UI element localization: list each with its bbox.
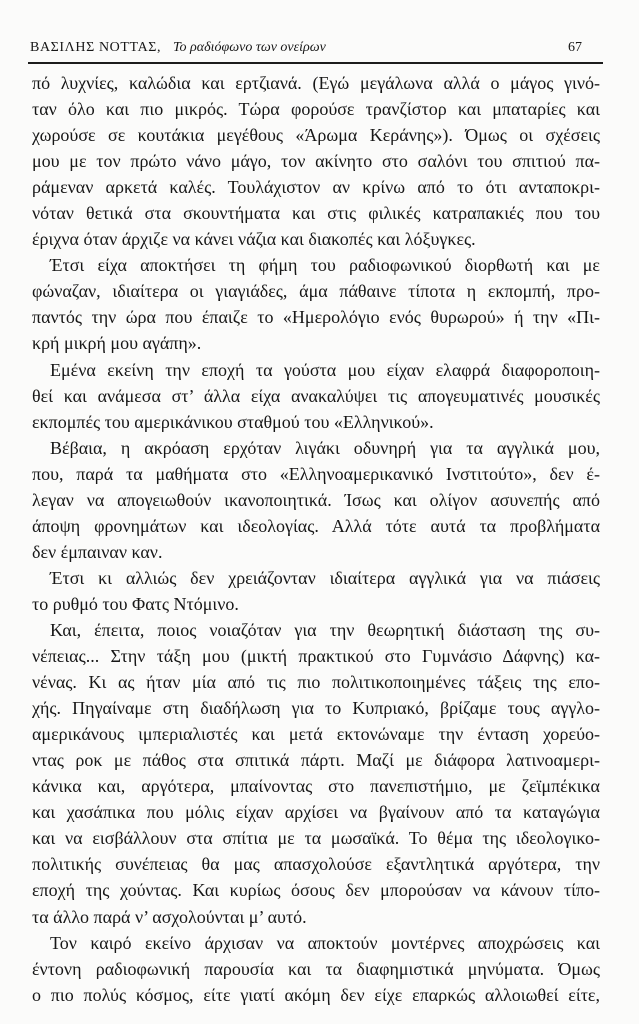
text-line: που, παρά τα μαθήματα στο «Ελληνοαμερικανικό Ινστιτούτο», δεν έ- — [32, 463, 600, 484]
paragraph — [32, 617, 600, 930]
text-line: θεί και ανάμεσα στ’ άλλα είχα ανακαλύψει τις απογευματινές μουσικές — [32, 385, 600, 406]
paragraph — [32, 565, 600, 617]
book-title: Το ραδιόφωνο των ονείρων — [173, 40, 326, 55]
text-line: Έτσι κι αλλιώς δεν χρειάζονταν ιδιαίτερα αγγλικά για να πιάσεις — [50, 567, 600, 588]
text-line: ο πιο πολύς κόσμος, είτε γιατί ακόμη δεν είχε επαρκώς αλλοιωθεί είτε, — [32, 984, 600, 1005]
text-line: ράμεναν αρκετά καλές. Τουλάχιστον αν κρίνω από το ότι ανταποκρι- — [32, 177, 600, 198]
text-line: και χασάπικα που μόλις είχαν αρχίσει να βγαίνουν από τα καταγώγια — [32, 802, 600, 823]
text-line: κάνικα και, αργότερα, μπαίνοντας στο πανεπιστήμιο, με ζεϊμπέκικα — [32, 776, 600, 797]
page-number: 67 — [568, 40, 582, 55]
running-header — [30, 38, 582, 58]
text-line: ντας ροκ με πάθος στα σπιτικά πάρτι. Μαζί με διάφορα λατινοαμερι- — [32, 750, 600, 771]
text-line: νέπειας... Στην τάξη μου (μικτή πρακτικού στο Γυμνάσιο Δάφνης) κα- — [32, 646, 600, 667]
text-line: ταν όλο και πιο μικρός. Τώρα φορούσε τρανζίστορ και μπαταρίες και — [32, 99, 600, 120]
text-line: νένας. Κι ας ήταν μία από τις πιο πολιτικοποιημένες τάξεις της επο- — [32, 672, 600, 693]
text-line: Έτσι είχα αποκτήσει τη φήμη του ραδιοφωνικού διορθωτή και με — [50, 255, 600, 276]
text-line: παντός την ώρα που έπαιζε το «Ημερολόγιο ενός θυρωρού» ή την «Πι- — [32, 307, 600, 328]
text-line: και να εισβάλλουν στα σπίτια με τα μωσαϊκά. Το θέμα της ιδεολογικο- — [32, 828, 600, 849]
text-line: έριχνα όταν άρχιζε να κάνει νάζια και διακοπές και λόξυγκες. — [32, 229, 476, 250]
header-rule — [28, 62, 603, 64]
text-line: δεν έμπαιναν καν. — [32, 541, 163, 562]
text-line: φώναζαν, ιδιαίτερα οι γιαγιάδες, άμα πάθαινε τίποτα η εκπομπή, προ- — [32, 281, 600, 302]
text-line: τα άλλο παρά ν’ ασχολούνται μ’ αυτό. — [32, 906, 307, 927]
text-line: άποψη φρονημάτων και ιδεολογίας. Αλλά τότε αυτά τα προβλήματα — [32, 515, 600, 536]
text-line: Και, έπειτα, ποιος νοιαζόταν για την θεωρητική διάσταση της συ- — [50, 619, 600, 640]
text-line: εποχή της χούντας. Και κυρίως όσους δεν μπορούσαν να κάνουν τίπο- — [32, 880, 600, 901]
paragraph — [32, 357, 600, 435]
text-line: Βέβαια, η ακρόαση ερχόταν λιγάκι οδυνηρή για τα αγγλικά μου, — [50, 437, 600, 458]
text-line: χής. Πηγαίναμε στη διαδήλωση για το Κυπριακό, βρίζαμε τους αγγλο- — [32, 698, 600, 719]
paragraph — [32, 435, 600, 565]
text-line: αμερικάνους ιμπεριαλιστές και μετά εκτονώναμε την ένταση χορεύο- — [32, 724, 600, 745]
paragraph — [32, 930, 600, 1008]
text-line: κρή μικρή μου αγάπη». — [32, 333, 202, 354]
text-line: νόταν θετικά στα σκουντήματα και στις φιλικές κατραπακιές που του — [32, 203, 600, 224]
body-text — [32, 70, 600, 1008]
paragraph — [32, 70, 600, 252]
text-line: χωρούσε σε κουτάκια μεγέθους «Άρωμα Κεράνης»). Όμως οι σχέσεις — [32, 125, 600, 146]
text-line: πό λυχνίες, καλώδια και ερτζιανά. (Εγώ μεγάλωνα αλλά ο μάγος γινό- — [32, 73, 600, 93]
text-line: Τον καιρό εκείνο άρχισαν να αποκτούν μοντέρνες αποχρώσεις και — [50, 932, 600, 953]
paragraph — [32, 252, 600, 356]
text-line: έντονη ραδιοφωνική παρουσία και τα διαφημιστικά μηνύματα. Όμως — [32, 958, 600, 979]
text-line: εκπομπές του αμερικάνικου σταθμού του «Ελληνικού». — [32, 411, 434, 432]
text-line: το ρυθμό του Φατς Ντόμινο. — [32, 593, 239, 614]
text-line: Εμένα εκείνη την εποχή τα γούστα μου είχαν ελαφρά διαφοροποιη- — [50, 359, 600, 380]
text-line: πολιτικής συνέπειας θα μας απασχολούσε εξαντλητικά αργότερα, την — [32, 854, 600, 875]
text-line: λεγαν να απογειωθούν ικανοποιητικά. Ίσως και ολίγον ασυνεπής από — [32, 489, 600, 510]
author-name: ΒΑΣΙΛΗΣ ΝΟΤΤΑΣ, — [30, 40, 162, 55]
text-line: μου με τον πρώτο νάνο μάγο, τον ακίνητο στο σαλόνι του σπιτιού πα- — [32, 151, 600, 172]
